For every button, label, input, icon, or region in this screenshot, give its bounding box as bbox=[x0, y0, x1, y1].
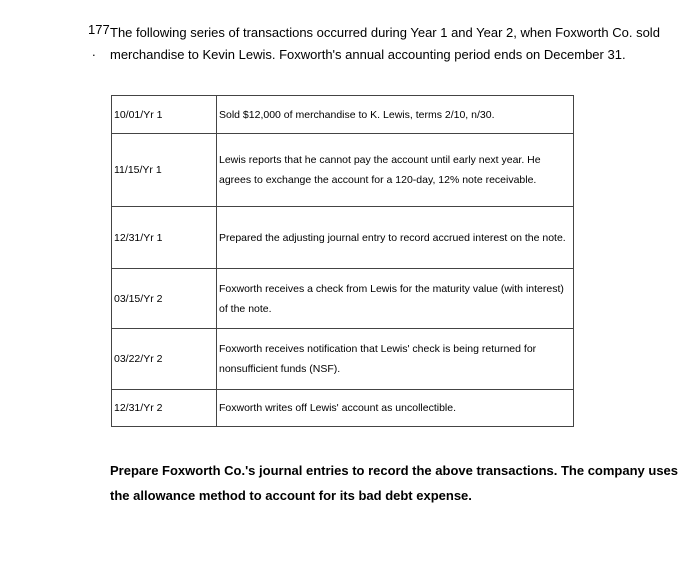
question-number: 177 bbox=[88, 22, 110, 37]
transaction-description: Foxworth receives notification that Lewis' check is being returned for nonsufficient funds (NSF). bbox=[217, 329, 574, 390]
question-intro: The following series of transactions occurred during Year 1 and Year 2, when Foxworth Co. sold merchandise to Kevin Lewis. Foxworth's annual accounting period ends on December 31. bbox=[110, 25, 660, 62]
table-row bbox=[112, 390, 574, 427]
transaction-date: 03/22/Yr 2 bbox=[112, 329, 217, 390]
table-row bbox=[112, 96, 574, 134]
question-bullet: . bbox=[92, 44, 96, 59]
transaction-date: 12/31/Yr 2 bbox=[112, 390, 217, 427]
table-row bbox=[112, 207, 574, 269]
table-row bbox=[112, 329, 574, 390]
transaction-date: 03/15/Yr 2 bbox=[112, 269, 217, 329]
transaction-description: Foxworth receives a check from Lewis for the maturity value (with interest) of the note. bbox=[217, 269, 574, 329]
transaction-description: Prepared the adjusting journal entry to record accrued interest on the note. bbox=[217, 207, 574, 269]
transaction-date: 10/01/Yr 1 bbox=[112, 96, 217, 134]
transaction-description: Lewis reports that he cannot pay the account until early next year. He agrees to exchange the account for a 120-day, 12% note receivable. bbox=[217, 134, 574, 207]
table-row bbox=[112, 134, 574, 207]
transaction-description: Sold $12,000 of merchandise to K. Lewis, terms 2/10, n/30. bbox=[217, 96, 574, 134]
transaction-description: Foxworth writes off Lewis' account as uncollectible. bbox=[217, 390, 574, 427]
table-row bbox=[112, 269, 574, 329]
transaction-date: 12/31/Yr 1 bbox=[112, 207, 217, 269]
transactions-table bbox=[111, 95, 574, 427]
transaction-date: 11/15/Yr 1 bbox=[112, 134, 217, 207]
question-prompt: Prepare Foxworth Co.'s journal entries to record the above transactions. The company uses the allowance method to account for its bad debt expense. bbox=[110, 463, 679, 503]
